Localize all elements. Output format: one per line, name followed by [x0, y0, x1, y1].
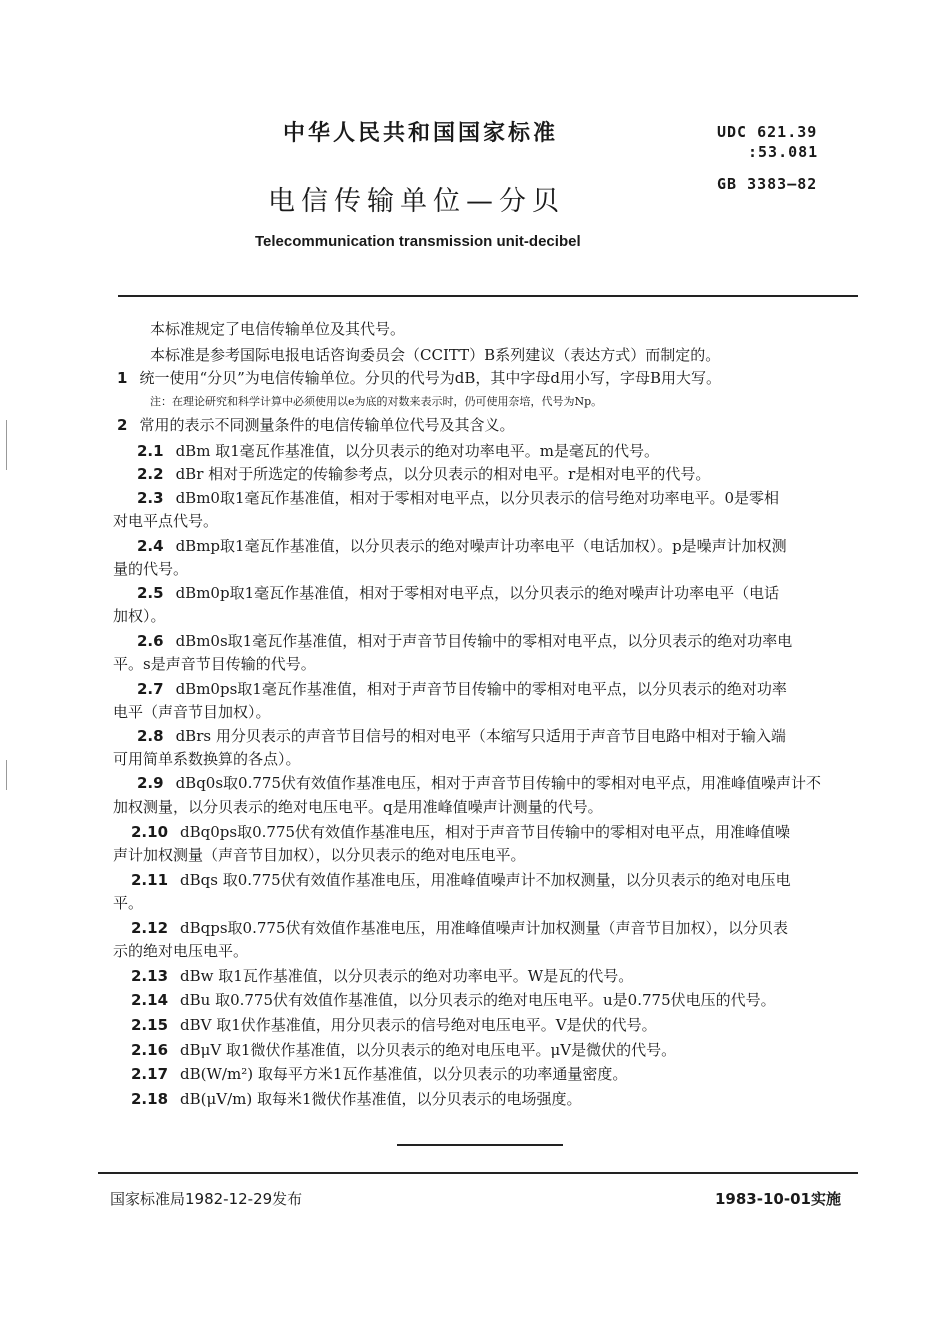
item-text: dBm0取1毫瓦作基准值，相对于零相对电平点，以分贝表示的信号绝对功率电平。0是零相 [175, 489, 780, 507]
item-number: 2.2 [137, 465, 164, 483]
scan-margin-mark [6, 760, 7, 790]
end-of-text-divider [397, 1144, 563, 1146]
item-number: 2.10 [131, 823, 169, 841]
list-item [137, 678, 787, 699]
intro-paragraph-1: 本标准规定了电信传输单位及其代号。 [150, 320, 406, 338]
list-item [137, 725, 786, 746]
list-item [137, 463, 710, 484]
item-number: 2.18 [131, 1090, 169, 1108]
list-item [131, 869, 791, 890]
list-item [137, 487, 779, 508]
standard-number: GB 3383—82 [717, 175, 818, 193]
item-text: dB(W/m²) 取每平方米1瓦作基准值，以分贝表示的功率通量密度。 [180, 1065, 628, 1083]
item-number: 2.15 [131, 1016, 169, 1034]
issuing-organization: 中华人民共和国国家标准 [283, 121, 559, 146]
item-text: dBV 取1伏作基准值，用分贝表示的信号绝对电压电平。V是伏的代号。 [180, 1016, 657, 1034]
list-item [137, 440, 659, 461]
section-1 [117, 367, 721, 388]
issue-date: 国家标准局1982-12-29发布 [110, 1190, 303, 1208]
list-item [131, 1039, 676, 1060]
intro-paragraph-2: 本标准是参考国际电报电话咨询委员会（CCITT）B系列建议（表达方式）而制定的。 [150, 346, 721, 364]
list-item [131, 1063, 627, 1084]
list-item-continuation: 平。 [113, 894, 144, 912]
list-item [131, 989, 776, 1010]
scan-margin-mark [6, 420, 7, 470]
list-item [131, 1088, 582, 1109]
item-number: 2.4 [137, 537, 164, 555]
section-1-note: 注：在理论研究和科学计算中必须使用以e为底的对数来表示时，仍可使用奈培，代号为Np。 [150, 395, 603, 408]
effective-date: 1983-10-01实施 [715, 1190, 841, 1208]
item-text: dBq0ps取0.775伏有效值作基准电压，相对于声音节目传输中的零相对电平点，用准峰值噪 [180, 823, 791, 841]
item-number: 2.12 [131, 919, 169, 937]
list-item [131, 1014, 657, 1035]
list-item [131, 965, 633, 986]
item-number: 2.16 [131, 1041, 169, 1059]
item-number: 2.14 [131, 991, 169, 1009]
item-text: dBr 相对于所选定的传输参考点，以分贝表示的相对电平。r是相对电平的代号。 [175, 465, 711, 483]
list-item-continuation: 加权测量，以分贝表示的绝对电压电平。q是用准峰值噪声计测量的代号。 [113, 798, 603, 816]
list-item-continuation: 平。s是声音节目传输的代号。 [113, 655, 316, 673]
item-text: dBw 取1瓦作基准值，以分贝表示的绝对功率电平。W是瓦的代号。 [180, 967, 634, 985]
item-text: dBm0ps取1毫瓦作基准值，相对于声音节目传输中的零相对电平点，以分贝表示的绝对功率 [175, 680, 787, 698]
list-item [137, 772, 821, 793]
item-number: 2.3 [137, 489, 164, 507]
list-item [137, 630, 792, 651]
udc-code-line1: UDC 621.39 [717, 123, 818, 141]
item-text: dB(μV/m) 取每米1微伏作基准值，以分贝表示的电场强度。 [180, 1090, 582, 1108]
list-item [131, 917, 788, 938]
item-text: dBm 取1毫瓦作基准值，以分贝表示的绝对功率电平。m是毫瓦的代号。 [175, 442, 659, 460]
item-text: dBqs 取0.775伏有效值作基准电压，用准峰值噪声计不加权测量，以分贝表示的绝对电压电 [180, 871, 791, 889]
section-text: 常用的表示不同测量条件的电信传输单位代号及其含义。 [139, 416, 515, 434]
item-text: dBu 取0.775伏有效值作基准值，以分贝表示的绝对电压电平。u是0.775伏电压的代号。 [180, 991, 776, 1009]
section-2 [117, 414, 514, 435]
item-number: 2.1 [137, 442, 164, 460]
item-text: dBqps取0.775伏有效值作基准电压，用准峰值噪声计加权测量（声音节目加权），以分贝表 [180, 919, 788, 937]
item-number: 2.5 [137, 584, 164, 602]
item-number: 2.8 [137, 727, 164, 745]
list-item-continuation: 可用简单系数换算的各点）。 [113, 750, 301, 768]
list-item [131, 821, 790, 842]
item-number: 2.7 [137, 680, 164, 698]
list-item [137, 582, 779, 603]
item-number: 2.9 [137, 774, 164, 792]
item-text: dBmp取1毫瓦作基准值，以分贝表示的绝对噪声计功率电平（电话加权）。p是噪声计加权测 [175, 537, 787, 555]
list-item [137, 535, 787, 556]
item-text: dBq0s取0.775伏有效值作基准电压，相对于声音节目传输中的零相对电平点，用准峰值噪声计不 [175, 774, 821, 792]
list-item-continuation: 示的绝对电压电平。 [113, 942, 249, 960]
list-item-continuation: 加权）。 [113, 607, 166, 625]
udc-code-line2: :53.081 [748, 143, 819, 161]
section-number: 1 [117, 369, 128, 387]
english-title: Telecommunication transmission unit-decibel [255, 233, 581, 250]
document-title: 电信传输单位—分贝 [268, 186, 565, 217]
item-number: 2.13 [131, 967, 169, 985]
footer-divider [98, 1172, 858, 1174]
item-number: 2.6 [137, 632, 164, 650]
list-item-continuation: 量的代号。 [113, 560, 189, 578]
item-number: 2.17 [131, 1065, 169, 1083]
section-text: 统一使用“分贝”为电信传输单位。分贝的代号为dB，其中字母d用小写，字母B用大写。 [139, 369, 722, 387]
list-item-continuation: 声计加权测量（声音节目加权），以分贝表示的绝对电压电平。 [113, 846, 526, 864]
item-text: dBm0p取1毫瓦作基准值，相对于零相对电平点，以分贝表示的绝对噪声计功率电平（电话 [175, 584, 780, 602]
item-text: dBμV 取1微伏作基准值，以分贝表示的绝对电压电平。μV是微伏的代号。 [180, 1041, 677, 1059]
item-number: 2.11 [131, 871, 169, 889]
list-item-continuation: 对电平点代号。 [113, 512, 219, 530]
list-item-continuation: 电平（声音节目加权）。 [113, 703, 271, 721]
section-number: 2 [117, 416, 128, 434]
item-text: dBm0s取1毫瓦作基准值，相对于声音节目传输中的零相对电平点，以分贝表示的绝对功率电 [175, 632, 793, 650]
header-divider [118, 295, 858, 297]
item-text: dBrs 用分贝表示的声音节目信号的相对电平（本缩写只适用于声音节目电路中相对于输入端 [175, 727, 786, 745]
